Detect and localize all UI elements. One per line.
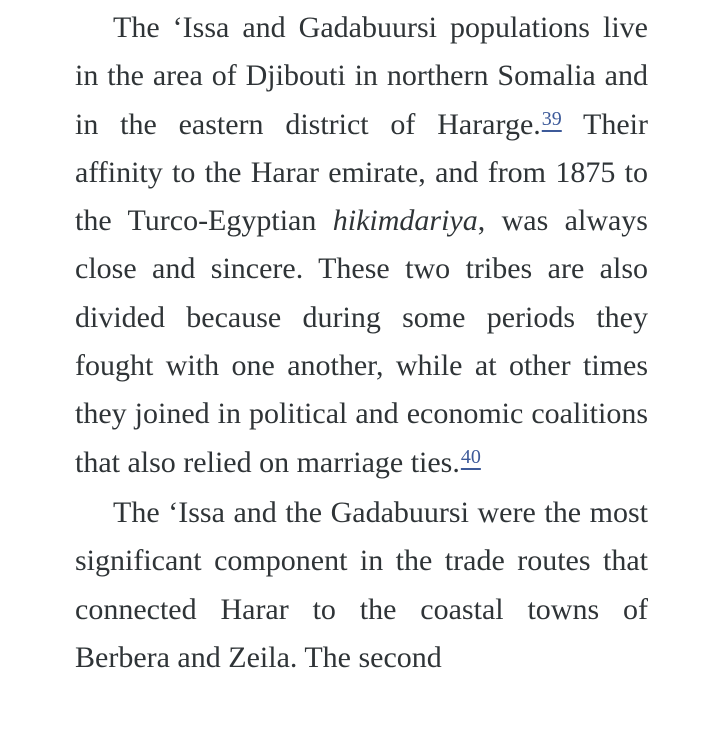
paragraph-1-text-end: , was always close and sincere. These two tribes are also divided because during some periods they fought with one another, while at other times they joined in political and economic coalitions that also relied on marriage ties. [75, 204, 648, 479]
paragraph-1-text-start: The ‘Issa and Gadabuursi populations live in the area of Djibouti in northern Somalia and in the eastern district of Hararge. [75, 11, 648, 141]
paragraph-1-text-middle: Their affinity to the Harar emirate, and from 1875 to the Turco-Egyptian [75, 107, 648, 238]
paragraph-1 [75, 4, 648, 487]
paragraph-2 [75, 489, 648, 682]
footnote-link-40[interactable]: 40 [460, 445, 481, 468]
italic-term-hikimdariya: hikimdariya [332, 204, 478, 238]
paragraph-2-text: The ‘Issa and the Gadabuursi were the most significant component in the trade routes that connected Harar to the coastal towns of Berbera and Zeila. The second [75, 495, 648, 674]
footnote-link-39[interactable]: 39 [541, 107, 562, 130]
document-page [75, 4, 648, 682]
